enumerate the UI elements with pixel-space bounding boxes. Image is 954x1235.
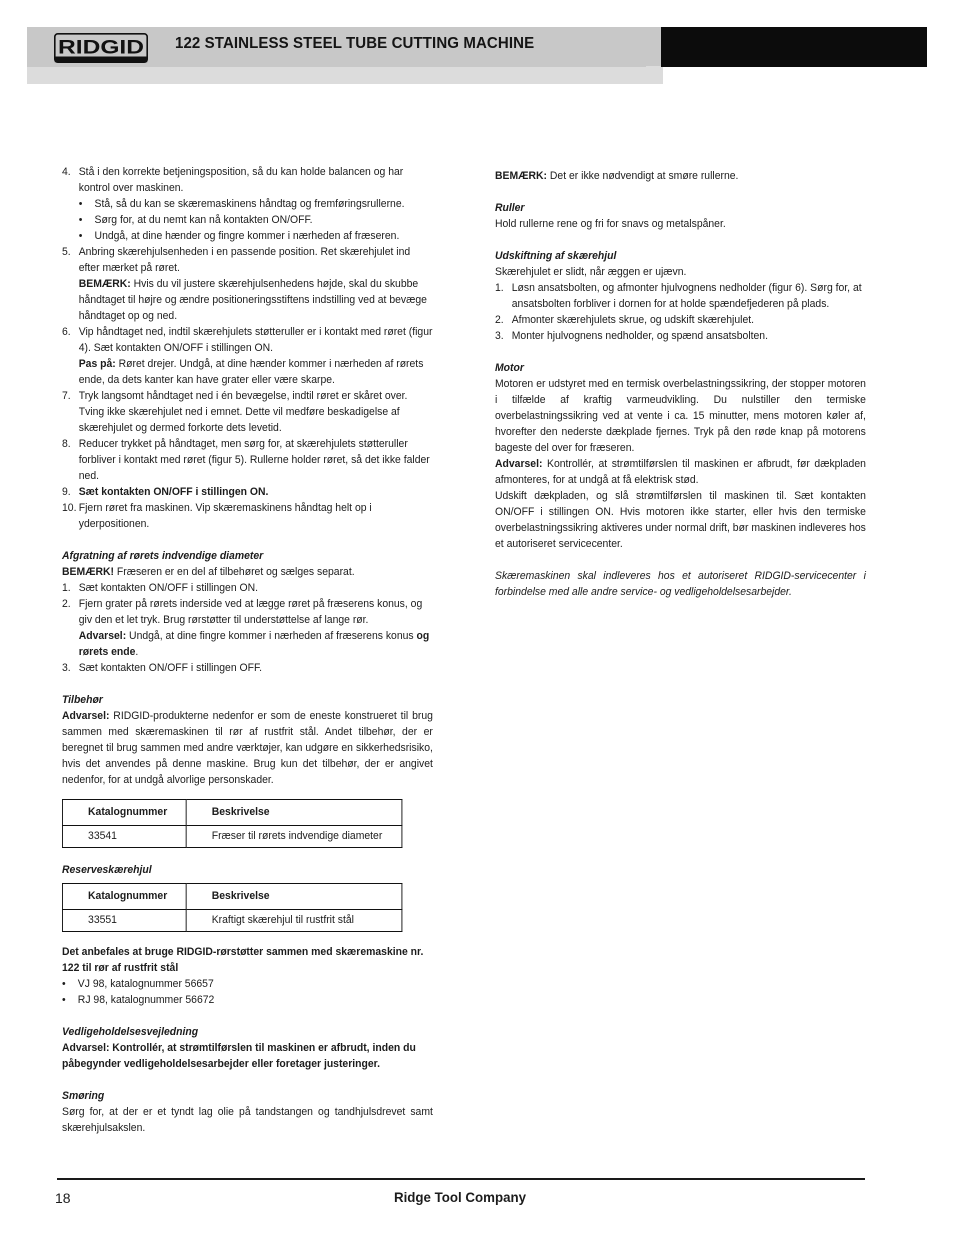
logo-text: RIDGID	[58, 36, 144, 59]
company-name: Ridge Tool Company	[394, 1189, 527, 1205]
section-heading-spare-wheels: Reserveskærehjul	[62, 864, 152, 876]
step-text: Sæt kontakten ON/OFF i stillingen ON.	[78, 486, 269, 498]
deburr-step-2: 2. Fjern grater på rørets inderside ved at lægge røret på fræserens konus, og giv den et let tryk. Brug rørstøtter til understøttelse af lange rør. Advarsel: Undgå, at dine fingre kommer i nærheden af fræserens konus og rørets ende.	[62, 598, 430, 658]
wheel-replacement-steps	[495, 280, 866, 344]
wheel-step-3: 3. Monter hjulvognens nedholder, og spænd ansatsbolten.	[495, 330, 768, 342]
left-column	[62, 164, 433, 1136]
warning-text: Undgå, at dine fingre kommer i nærheden af fræserens konus	[126, 630, 417, 642]
recommendation-list	[62, 976, 433, 1008]
table-header-row	[62, 800, 401, 826]
catalog-number-cell: 33551	[62, 910, 186, 932]
header-strip	[27, 67, 663, 84]
description-cell: Fræser til rørets indvendige diameter	[186, 826, 402, 848]
operation-steps	[62, 164, 433, 532]
wheel-step-1: 1. Løsn ansatsbolten, og afmonter hjulvognens nedholder (figur 6). Sørg for, at ansatsbolten forbliver i dornen for at holde spændefjederen på plads.	[495, 282, 862, 310]
note-label: BEMÆRK!	[62, 566, 115, 578]
caution-text: Røret drejer. Undgå, at dine hænder kommer i nærheden af rørets ende, da dets kanter kan have grater eller være skarpe.	[78, 358, 424, 386]
step-7: 7. Tryk langsomt håndtaget ned i én bevægelse, indtil røret er skåret over. Tving ikke skærehjulet ned i emnet. Dette vil medføre beskadigelse af skærehjulet og dermed forkorte dets levetid.	[62, 390, 408, 434]
column-header-catalog: Katalognummer	[62, 800, 186, 826]
column-header-description: Beskrivelse	[186, 884, 402, 910]
catalog-number-cell: 33541	[62, 826, 186, 848]
accessories-table	[62, 799, 402, 848]
caution-label: Pas på:	[78, 358, 116, 370]
step-8: 8. Reducer trykket på håndtaget, men sørg for, at skærehjulets støtteruller forbliver i kontakt med røret (figur 5). Rullerne holder røret, så det ikke falder ned.	[62, 438, 430, 482]
page-number: 18	[55, 1190, 71, 1206]
table-header-row	[62, 884, 401, 910]
column-header-description: Beskrivelse	[186, 800, 402, 826]
wheel-step-2: 2. Afmonter skærehjulets skrue, og udskift skærehjulet.	[495, 314, 755, 326]
description-cell: Kraftigt skærehjul til rustfrit stål	[186, 910, 402, 932]
list-item: • Sørg for, at du nemt kan nå kontakten ON/OFF.	[79, 212, 433, 228]
section-heading-deburring: Afgratning af rørets indvendige diameter	[62, 550, 264, 562]
step-text: Sæt kontakten ON/OFF i stillingen OFF.	[78, 662, 263, 674]
right-column	[495, 168, 866, 600]
deburr-note	[62, 564, 433, 580]
motor-text-2: Udskift dækpladen, og slå strømtilførslen til maskinen til. Sæt kontakten ON/OFF i stillingen ON. Hvis motoren ikke starter, eller hvis den termiske overbelastningssikring aktiveres under normal drift, bør maskinen indleveres hos et autoriseret servicecenter.	[495, 490, 866, 550]
rollers-text: Hold rullerne rene og fri for snavs og metalspåner.	[495, 218, 726, 230]
note-text: Det er ikke nødvendigt at smøre rullerne.	[547, 170, 739, 182]
ridgid-logo	[54, 33, 148, 63]
step-text: Reducer trykket på håndtaget, men sørg for, at skærehjulets støtteruller forbliver i kontakt med røret (figur 5). Rullerne holder røret, så det ikke falder ned.	[78, 438, 430, 482]
deburr-steps	[62, 580, 433, 676]
recommendation-text: Det anbefales at bruge RIDGID-rørstøtter sammen med skæremaskine nr. 122 til rør af rustfrit stål	[62, 946, 424, 974]
maintenance-warning: Advarsel: Kontrollér, at strømtilførslen til maskinen er afbrudt, inden du påbegynder vedligeholdelsesarbejder eller foretager justeringer.	[62, 1042, 416, 1070]
document-title: 122 STAINLESS STEEL TUBE CUTTING MACHINE	[175, 35, 535, 52]
list-item: • RJ 98, katalognummer 56672	[62, 992, 433, 1008]
note-label: BEMÆRK:	[78, 278, 131, 290]
step-10: 10. Fjern røret fra maskinen. Vip skæremaskinens håndtag helt op i yderpositionen.	[62, 502, 372, 530]
header-black-block	[661, 27, 927, 67]
warning-label: Advarsel:	[495, 458, 543, 470]
step-4-bullets	[79, 196, 433, 244]
note-text: Hvis du vil justere skærehjulsenhedens højde, skal du skubbe håndtaget til højre og ændre positioneringsstiftens indstilling ved at bevæge håndtaget op og ned.	[78, 278, 427, 322]
note-text: Fræseren er en del af tilbehøret og sælges separat.	[114, 566, 355, 578]
warning-text: RIDGID-produkterne nedenfor er som de eneste konstrueret til brug sammen med skæremaskinen til rør af rustfrit stål. Andet tilbehør, der er beregnet til brug sammen med andre værktøjer, kan udgøre en sikkerhedsrisiko, hvis det anvendes på denne maskine. Brug kun det tilbehør, der er angivet nedenfor, for at undgå alvorlige personskader.	[62, 710, 433, 786]
step-text: Anbring skærehjulsenheden i en passende position. Ret skærehjulet ind efter mærket på røret.	[78, 246, 411, 274]
step-text: Fjern grater på rørets inderside ved at lægge røret på fræserens konus, og giv den et let tryk. Brug rørstøtter til understøttelse af lange rør.	[78, 598, 423, 626]
section-heading-maintenance: Vedligeholdelsesvejledning	[62, 1026, 199, 1038]
step-text: Fjern røret fra maskinen. Vip skæremaskinens håndtag helt op i yderpositionen.	[78, 502, 372, 530]
motor-text: Motoren er udstyret med en termisk overbelastningssikring, der stopper motoren i tilfælde af kraftig varmeudvikling. Du nulstiller den termiske overbelastningssikring ved at vente i ca. 15 minutter, mens motoren køler af, hvorefter den nederste dækplade fjernes. Tryk på den røde knap på motorens bageste del over for fræseren.	[495, 378, 866, 454]
section-heading-lubrication: Smøring	[62, 1090, 105, 1102]
step-text: Afmonter skærehjulets skrue, og udskift skærehjulet.	[511, 314, 755, 326]
step-9: 9. Sæt kontakten ON/OFF i stillingen ON.	[62, 486, 269, 498]
column-header-catalog: Katalognummer	[62, 884, 186, 910]
section-heading-accessories: Tilbehør	[62, 694, 103, 706]
header-wedge	[646, 66, 663, 84]
deburr-step-1: 1. Sæt kontakten ON/OFF i stillingen ON.	[62, 582, 258, 594]
step-text: Tryk langsomt håndtaget ned i én bevægelse, indtil røret er skåret over. Tving ikke skærehjulet ned i emnet. Dette vil medføre beskadigelse af skærehjulet og dermed forkorte dets levetid.	[78, 390, 408, 434]
list-item: • Stå, så du kan se skæremaskinens håndtag og fremføringsrullerne.	[79, 196, 433, 212]
list-item: • VJ 98, katalognummer 56657	[62, 976, 433, 992]
deburr-step-3: 3. Sæt kontakten ON/OFF i stillingen OFF.	[62, 662, 263, 674]
wheel-intro: Skærehjulet er slidt, når æggen er ujævn.	[495, 266, 687, 278]
step-text: Vip håndtaget ned, indtil skærehjulets støtteruller er i kontakt med røret (figur 4). Sæt kontakten ON/OFF i stillingen ON.	[78, 326, 433, 354]
accessories-warning	[62, 708, 433, 788]
step-text: Sæt kontakten ON/OFF i stillingen ON.	[78, 582, 258, 594]
lubrication-note	[495, 168, 866, 184]
step-text: Monter hjulvognens nedholder, og spænd ansatsbolten.	[511, 330, 768, 342]
list-item: • Undgå, at dine hænder og fingre kommer i nærheden af fræseren.	[79, 228, 433, 244]
step-6: 6. Vip håndtaget ned, indtil skærehjulets støtteruller er i kontakt med røret (figur 4). Sæt kontakten ON/OFF i stillingen ON. Pas på: Røret drejer. Undgå, at dine hænder kommer i nærheden af rørets ende, da dets kanter kan have grater eller være skarpe.	[62, 326, 433, 386]
warning-bold: og rørets ende	[78, 630, 430, 658]
footer-rule	[57, 1178, 865, 1180]
note-label: BEMÆRK:	[495, 170, 548, 182]
warning-text: Kontrollér, at strømtilførslen til maskinen er afbrudt, før dækpladen afmonteres, for at undgå at få elektrisk stød.	[495, 458, 866, 486]
warning-label: Advarsel:	[62, 710, 110, 722]
section-heading-wheel-replacement: Udskiftning af skærehjul	[495, 250, 617, 262]
service-note: Skæremaskinen skal indleveres hos et autoriseret RIDGID-servicecenter i forbindelse med alle andre service- og vedligeholdelsesarbejder.	[495, 570, 866, 598]
warning-label: Advarsel:	[78, 630, 127, 642]
section-heading-motor: Motor	[495, 362, 524, 374]
step-text: Stå i den korrekte betjeningsposition, så du kan holde balancen og har kontrol over maskinen.	[78, 166, 404, 194]
motor-warning	[495, 456, 866, 488]
spare-wheels-table	[62, 883, 402, 932]
step-5: 5. Anbring skærehjulsenheden i en passende position. Ret skærehjulet ind efter mærket på røret. BEMÆRK: Hvis du vil justere skærehjulsenhedens højde, skal du skubbe håndtaget til højre og ændre positioneringsstiftens indstilling ved at bevæge håndtaget op og ned.	[62, 246, 427, 322]
step-4: 4. Stå i den korrekte betjeningsposition, så du kan holde balancen og har kontrol over maskinen. • Stå, så du kan se skæremaskinens håndtag og fremføringsrullerne. • Sørg for, at du nemt kan nå kontakten ON/OFF. • Undgå, at dine hænder og fingre kommer i nærheden af fræseren.	[62, 164, 433, 244]
section-heading-rollers: Ruller	[495, 202, 525, 214]
table-row	[62, 826, 401, 848]
step-text: Løsn ansatsbolten, og afmonter hjulvognens nedholder (figur 6). Sørg for, at ansatsbolten forbliver i dornen for at holde spændefjederen på plads.	[511, 282, 862, 310]
lubrication-text: Sørg for, at der er et tyndt lag olie på tandstangen og tandhjulsdrevet samt skærehjulsakslen.	[62, 1106, 433, 1134]
table-row	[62, 910, 401, 932]
